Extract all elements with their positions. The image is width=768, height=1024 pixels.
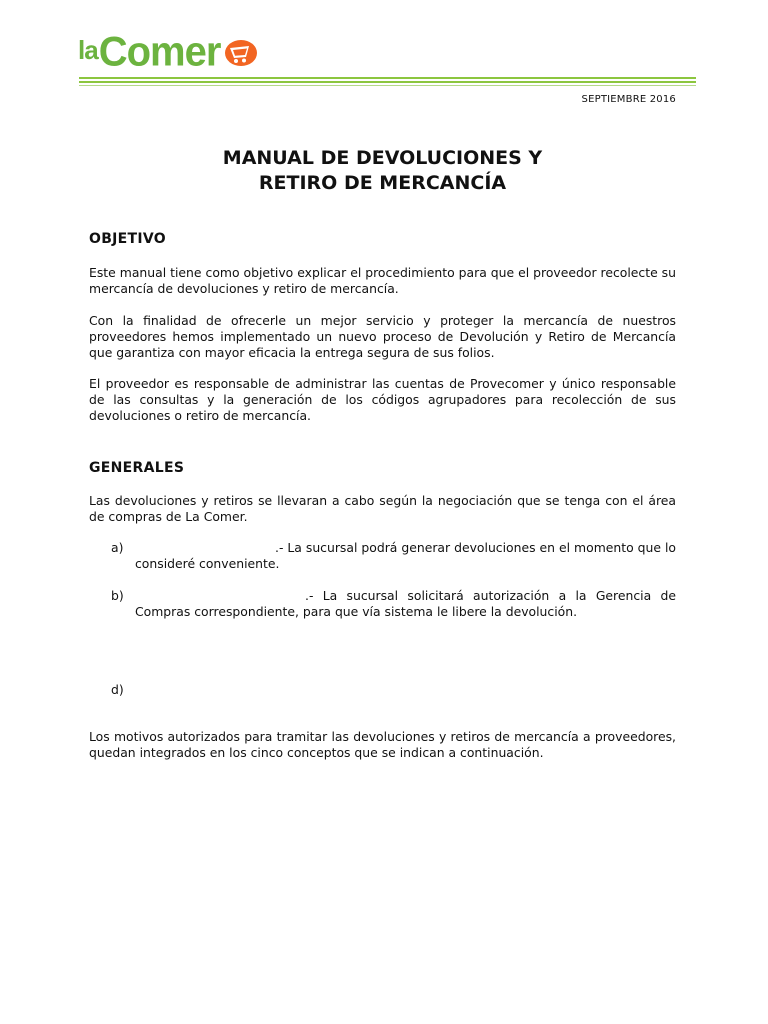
list-item bbox=[111, 540, 676, 572]
paragraph: Los motivos autorizados para tramitar las devoluciones y retiros de mercancía a proveedores, quedan integrados en los cinco conceptos que se indican a continuación. bbox=[89, 729, 676, 760]
list-item-text: .- La sucursal solicitará autorización a la Gerencia de Compras correspondiente, para que vía sistema le libere la devolución. bbox=[135, 588, 676, 619]
logo-prefix: la bbox=[78, 35, 98, 65]
list-item bbox=[111, 588, 676, 620]
list-item-text: .- La sucursal podrá generar devoluciones en el momento que lo consideré conveniente. bbox=[135, 540, 676, 571]
paragraph: Las devoluciones y retiros se llevaran a cabo según la negociación que se tenga con el área de compras de La Comer. bbox=[89, 493, 676, 524]
company-logo bbox=[78, 28, 259, 76]
header-rule bbox=[79, 81, 696, 83]
title-line-1: MANUAL DE DEVOLUCIONES Y bbox=[222, 147, 543, 169]
paragraph: El proveedor es responsable de administrar las cuentas de Provecomer y único responsable de las consultas y la generación de los códigos agrupadores para recolección de sus devoluciones o retiro de mercancía. bbox=[89, 376, 676, 423]
list-marker: d) bbox=[111, 682, 124, 697]
logo-main: Comer bbox=[98, 28, 221, 76]
section-heading-objetivo: OBJETIVO bbox=[89, 231, 166, 247]
section-heading-generales: GENERALES bbox=[89, 460, 185, 476]
paragraph: Con la finalidad de ofrecerle un mejor servicio y proteger la mercancía de nuestros proveedores hemos implementado un nuevo proceso de Devolución y Retiro de Mercancía que garantiza con mayor eficacia la entrega segura de sus folios. bbox=[89, 313, 676, 360]
document-date: SEPTIEMBRE 2016 bbox=[581, 94, 676, 105]
paragraph: Este manual tiene como objetivo explicar el procedimiento para que el proveedor recolecte su mercancía de devoluciones y retiro de mercancía. bbox=[89, 265, 676, 296]
list-marker: b) bbox=[111, 588, 124, 603]
header-rule bbox=[79, 85, 696, 86]
header-rule bbox=[79, 77, 696, 79]
shopping-cart-logo-icon bbox=[223, 38, 259, 68]
title-line-2: RETIRO DE MERCANCÍA bbox=[258, 172, 507, 194]
document-title bbox=[89, 146, 676, 196]
list-marker: a) bbox=[111, 540, 124, 555]
